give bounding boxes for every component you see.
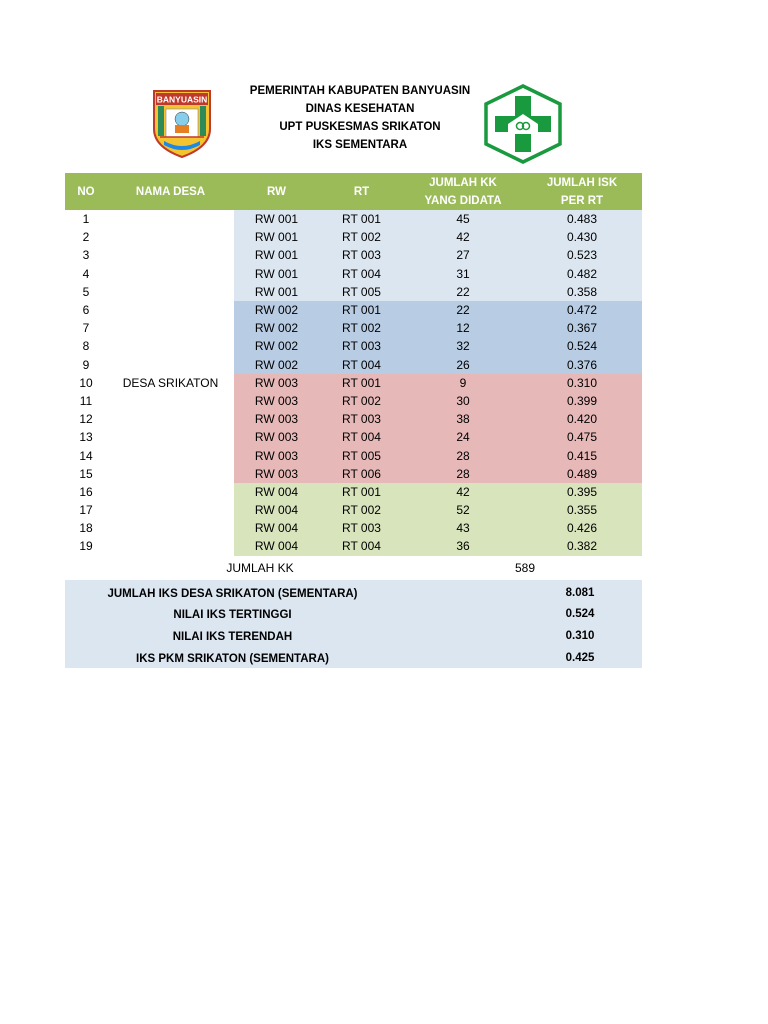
col-header-jumlah-isk-line1: JUMLAH ISK — [546, 176, 618, 189]
summary-block — [65, 580, 642, 668]
col-header-jumlah-isk — [522, 173, 642, 210]
cell-jumlah-kk: 38 — [404, 410, 522, 428]
cell-jumlah-kk: 22 — [404, 283, 522, 301]
cell-rt: RT 001 — [319, 210, 404, 228]
col-header-rt: RT — [319, 173, 404, 210]
cell-jumlah-kk: 9 — [404, 374, 522, 392]
cell-rw: RW 003 — [234, 465, 319, 483]
cell-jumlah-kk: 42 — [404, 483, 522, 501]
cell-rt: RT 003 — [319, 246, 404, 264]
cell-rt: RT 006 — [319, 465, 404, 483]
cell-rw: RW 001 — [234, 246, 319, 264]
header-line-2: DINAS KESEHATAN — [305, 103, 415, 115]
cell-iks: 0.395 — [522, 483, 642, 501]
cell-jumlah-kk: 42 — [404, 228, 522, 246]
cell-rw: RW 004 — [234, 501, 319, 519]
cell-jumlah-kk: 27 — [404, 246, 522, 264]
cell-rt: RT 002 — [319, 319, 404, 337]
cell-rw: RW 001 — [234, 265, 319, 283]
cell-no: 15 — [65, 465, 107, 483]
summary-row — [65, 604, 642, 626]
cell-iks: 0.426 — [522, 519, 642, 537]
cell-rw: RW 003 — [234, 392, 319, 410]
cell-iks: 0.475 — [522, 428, 642, 446]
cell-rw: RW 004 — [234, 537, 319, 555]
iks-table — [65, 173, 642, 556]
cell-iks: 0.399 — [522, 392, 642, 410]
col-header-rw: RW — [234, 173, 319, 210]
cell-rt: RT 003 — [319, 410, 404, 428]
cell-jumlah-kk: 32 — [404, 337, 522, 355]
table-row — [65, 210, 642, 228]
cell-iks: 0.415 — [522, 446, 642, 464]
cell-jumlah-kk: 45 — [404, 210, 522, 228]
header-line-3: UPT PUSKESMAS SRIKATON — [279, 121, 441, 133]
cell-rt: RT 002 — [319, 392, 404, 410]
cell-iks: 0.430 — [522, 228, 642, 246]
cell-iks: 0.382 — [522, 537, 642, 555]
cell-no: 1 — [65, 210, 107, 228]
cell-rt: RT 002 — [319, 501, 404, 519]
cell-no: 5 — [65, 283, 107, 301]
document-header — [210, 82, 510, 154]
cell-no: 11 — [65, 392, 107, 410]
cell-no: 7 — [65, 319, 107, 337]
cell-no: 19 — [65, 537, 107, 555]
cell-rw: RW 002 — [234, 356, 319, 374]
summary-value: 0.310 — [565, 630, 595, 642]
cell-iks: 0.482 — [522, 265, 642, 283]
cell-rt: RT 001 — [319, 301, 404, 319]
summary-label: JUMLAH IKS DESA SRIKATON (SEMENTARA) — [107, 588, 358, 600]
cell-rt: RT 004 — [319, 537, 404, 555]
cell-no: 18 — [65, 519, 107, 537]
cell-rt: RT 005 — [319, 446, 404, 464]
summary-row — [65, 626, 642, 648]
col-header-jumlah-isk-line2: PER RT — [560, 194, 604, 207]
cell-rt: RT 002 — [319, 228, 404, 246]
cell-no: 16 — [65, 483, 107, 501]
cell-no: 17 — [65, 501, 107, 519]
summary-row — [65, 583, 642, 605]
cell-rt: RT 001 — [319, 374, 404, 392]
cell-jumlah-kk: 12 — [404, 319, 522, 337]
summary-label: NILAI IKS TERTINGGI — [173, 609, 292, 621]
cell-nama-desa: DESA SRIKATON — [107, 210, 234, 556]
cell-rt: RT 005 — [319, 283, 404, 301]
summary-label: IKS PKM SRIKATON (SEMENTARA) — [136, 653, 329, 665]
summary-value: 0.524 — [565, 608, 595, 620]
cell-jumlah-kk: 22 — [404, 301, 522, 319]
cell-iks: 0.523 — [522, 246, 642, 264]
jumlah-kk-value: 589 — [514, 561, 536, 575]
cell-no: 9 — [65, 356, 107, 374]
cell-rw: RW 001 — [234, 210, 319, 228]
header-line-4: IKS SEMENTARA — [312, 139, 408, 151]
summary-value: 8.081 — [565, 587, 595, 599]
cell-rw: RW 001 — [234, 283, 319, 301]
cell-rt: RT 003 — [319, 519, 404, 537]
cell-jumlah-kk: 24 — [404, 428, 522, 446]
table-header-row — [65, 173, 642, 210]
cell-no: 13 — [65, 428, 107, 446]
banyuasin-emblem-icon — [150, 85, 214, 159]
cell-iks: 0.355 — [522, 501, 642, 519]
col-header-no: NO — [65, 173, 107, 210]
jumlah-kk-label: JUMLAH KK — [226, 561, 294, 575]
cell-iks: 0.420 — [522, 410, 642, 428]
cell-iks: 0.524 — [522, 337, 642, 355]
cell-iks: 0.472 — [522, 301, 642, 319]
header-line-1: PEMERINTAH KABUPATEN BANYUASIN — [249, 85, 471, 97]
col-header-nama-desa: NAMA DESA — [107, 173, 234, 210]
cell-rw: RW 004 — [234, 519, 319, 537]
cell-jumlah-kk: 30 — [404, 392, 522, 410]
cell-jumlah-kk: 28 — [404, 446, 522, 464]
cell-no: 6 — [65, 301, 107, 319]
col-header-jumlah-kk-line1: JUMLAH KK — [429, 176, 497, 189]
cell-iks: 0.489 — [522, 465, 642, 483]
cell-jumlah-kk: 36 — [404, 537, 522, 555]
cell-rw: RW 003 — [234, 428, 319, 446]
cell-iks: 0.310 — [522, 374, 642, 392]
cell-rw: RW 003 — [234, 374, 319, 392]
jumlah-kk-row — [65, 561, 642, 579]
cell-rw: RW 002 — [234, 337, 319, 355]
cell-iks: 0.358 — [522, 283, 642, 301]
cell-rw: RW 004 — [234, 483, 319, 501]
cell-rw: RW 003 — [234, 410, 319, 428]
puskesmas-logo-icon — [482, 84, 564, 164]
cell-rt: RT 003 — [319, 337, 404, 355]
cell-no: 4 — [65, 265, 107, 283]
cell-rw: RW 003 — [234, 446, 319, 464]
cell-iks: 0.376 — [522, 356, 642, 374]
cell-rw: RW 002 — [234, 301, 319, 319]
cell-no: 3 — [65, 246, 107, 264]
cell-jumlah-kk: 31 — [404, 265, 522, 283]
cell-rt: RT 004 — [319, 356, 404, 374]
col-header-jumlah-kk — [404, 173, 522, 210]
cell-no: 12 — [65, 410, 107, 428]
cell-jumlah-kk: 52 — [404, 501, 522, 519]
cell-iks: 0.367 — [522, 319, 642, 337]
cell-rt: RT 004 — [319, 265, 404, 283]
cell-jumlah-kk: 43 — [404, 519, 522, 537]
col-header-jumlah-kk-line2: YANG DIDATA — [424, 194, 502, 207]
cell-rw: RW 002 — [234, 319, 319, 337]
emblem-text: BANYUASIN — [156, 94, 208, 105]
cell-no: 8 — [65, 337, 107, 355]
summary-label: NILAI IKS TERENDAH — [172, 631, 293, 643]
cell-rt: RT 001 — [319, 483, 404, 501]
cell-no: 10 — [65, 374, 107, 392]
summary-value: 0.425 — [565, 652, 595, 664]
cell-iks: 0.483 — [522, 210, 642, 228]
cell-jumlah-kk: 26 — [404, 356, 522, 374]
cell-jumlah-kk: 28 — [404, 465, 522, 483]
summary-row — [65, 648, 642, 670]
cell-rt: RT 004 — [319, 428, 404, 446]
cell-rw: RW 001 — [234, 228, 319, 246]
cell-no: 14 — [65, 446, 107, 464]
cell-no: 2 — [65, 228, 107, 246]
